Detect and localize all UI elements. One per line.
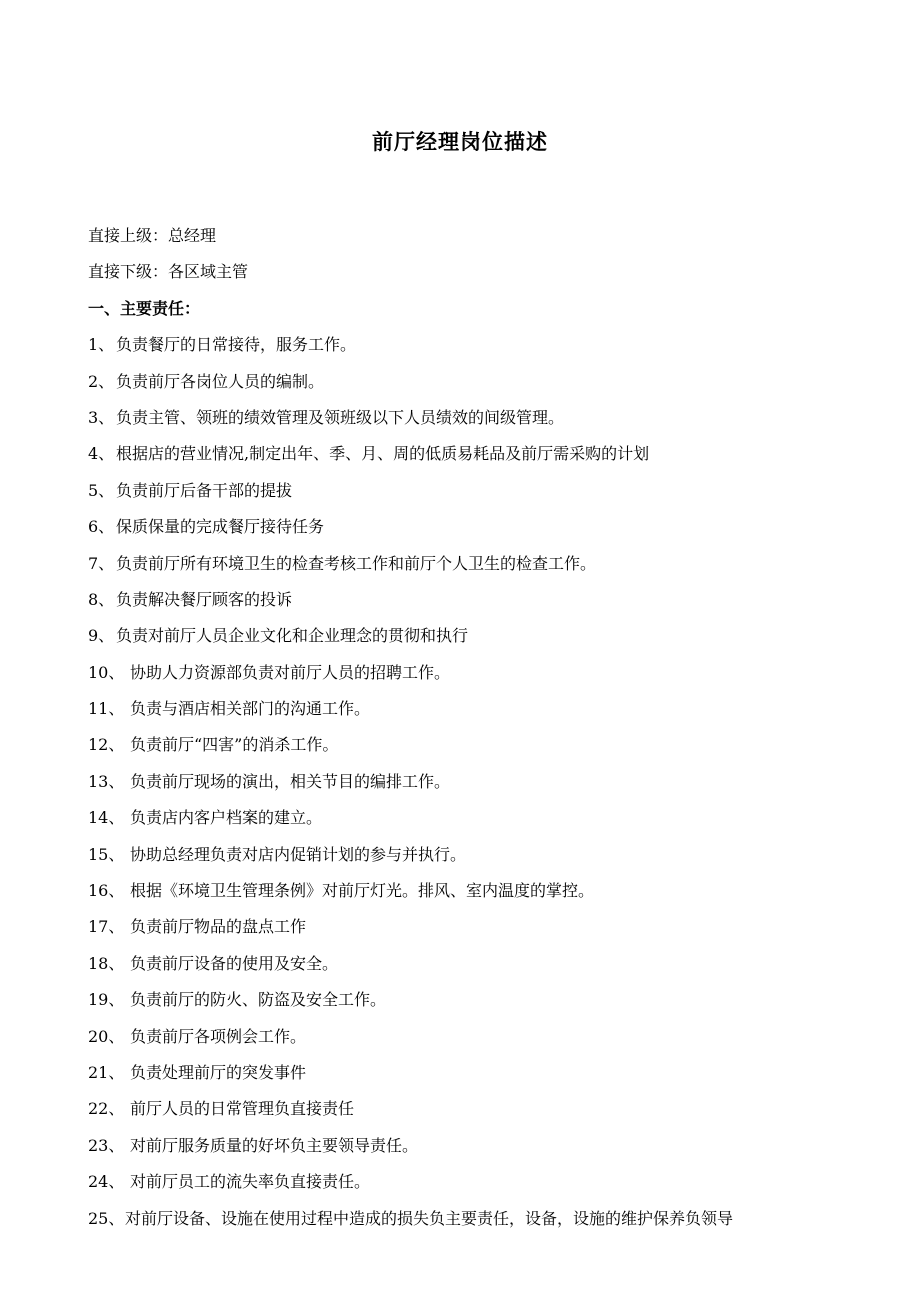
duty-number: 25、 (88, 1208, 125, 1228)
duty-number: 9、 (88, 626, 115, 646)
duty-text: 负责前厅后备干部的提拔 (116, 480, 293, 500)
duty-item (88, 400, 868, 436)
duty-item (88, 1091, 868, 1127)
duty-item (88, 509, 868, 545)
duty-item (88, 909, 868, 945)
duty-item (88, 582, 868, 618)
duty-number: 5、 (88, 480, 115, 500)
duty-number: 8、 (88, 589, 115, 609)
duty-number: 14、 (88, 808, 125, 828)
duty-item (88, 1019, 868, 1055)
document-body (88, 218, 868, 1237)
duty-text: 负责与酒店相关部门的沟通工作。 (130, 699, 371, 719)
duty-number: 12、 (88, 735, 125, 755)
duty-number: 6、 (88, 517, 115, 537)
duty-text: 根据店的营业情况,制定出年、季、月、周的低质易耗品及前厅需采购的计划 (116, 444, 650, 464)
duty-item (88, 837, 868, 873)
duty-text: 负责前厅的防火、防盗及安全工作。 (130, 990, 387, 1010)
duty-number: 10、 (88, 662, 125, 682)
duty-text: 负责店内客户档案的建立。 (130, 808, 323, 828)
duty-item (88, 800, 868, 836)
duty-number: 21、 (88, 1062, 125, 1082)
duty-item (88, 727, 868, 763)
duty-number: 1、 (88, 335, 115, 355)
duty-text: 保质保量的完成餐厅接待任务 (116, 517, 325, 537)
duty-item (88, 364, 868, 400)
duty-item (88, 982, 868, 1018)
duty-number: 19、 (88, 990, 125, 1010)
duty-number: 7、 (88, 553, 115, 573)
duty-number: 13、 (88, 771, 125, 791)
duty-item (88, 1201, 868, 1237)
duty-item (88, 473, 868, 509)
duty-item (88, 764, 868, 800)
section-heading: 一、主要责任： (88, 298, 201, 318)
duty-text: 负责前厅设备的使用及安全。 (130, 953, 339, 973)
duty-item (88, 436, 868, 472)
duty-text: 负责餐厅的日常接待，服务工作。 (116, 335, 357, 355)
duty-number: 16、 (88, 881, 125, 901)
duty-text: 负责前厅各岗位人员的编制。 (116, 371, 325, 391)
duty-number: 24、 (88, 1172, 125, 1192)
duty-item (88, 946, 868, 982)
duty-text: 协助人力资源部负责对前厅人员的招聘工作。 (130, 662, 451, 682)
duty-item (88, 327, 868, 363)
duty-item (88, 655, 868, 691)
document-title: 前厅经理岗位描述 (372, 129, 548, 154)
duty-text: 负责前厅各项例会工作。 (130, 1026, 307, 1046)
duty-text: 协助总经理负责对店内促销计划的参与并执行。 (130, 844, 467, 864)
duty-item (88, 691, 868, 727)
duty-text: 根据《环境卫生管理条例》对前厅灯光。排风、室内温度的掌控。 (130, 881, 595, 901)
duty-text: 负责主管、领班的绩效管理及领班级以下人员绩效的间级管理。 (116, 407, 565, 427)
duty-number: 22、 (88, 1099, 125, 1119)
duty-item (88, 1055, 868, 1091)
direct-superior: 直接上级：总经理 (88, 226, 217, 245)
duty-number: 2、 (88, 371, 115, 391)
duty-text: 对前厅服务质量的好坏负主要领导责任。 (130, 1135, 419, 1155)
duty-text: 对前厅设备、设施在使用过程中造成的损失负主要责任，设备，设施的维护保养负领导 (125, 1208, 734, 1228)
duty-item (88, 1164, 868, 1200)
duty-number: 23、 (88, 1135, 125, 1155)
duty-number: 20、 (88, 1026, 125, 1046)
duty-item (88, 1128, 868, 1164)
duty-number: 11、 (88, 699, 125, 719)
duty-item (88, 618, 868, 654)
duty-text: 前厅人员的日常管理负直接责任 (130, 1099, 355, 1119)
duty-text: 负责处理前厅的突发事件 (130, 1062, 307, 1082)
duty-text: 负责前厅物品的盘点工作 (130, 917, 307, 937)
direct-subordinate: 直接下级：各区域主管 (88, 262, 249, 282)
duty-number: 17、 (88, 917, 125, 937)
duty-number: 18、 (88, 953, 125, 973)
duty-item (88, 873, 868, 909)
duty-text: 对前厅员工的流失率负直接责任。 (130, 1172, 371, 1192)
duty-text: 负责前厅“四害”的消杀工作。 (130, 735, 339, 755)
duty-text: 负责对前厅人员企业文化和企业理念的贯彻和执行 (116, 626, 469, 646)
duty-text: 负责前厅现场的演出，相关节目的编排工作。 (130, 771, 451, 791)
duty-number: 3、 (88, 407, 115, 427)
duty-number: 4、 (88, 444, 115, 464)
duty-item (88, 546, 868, 582)
duty-number: 15、 (88, 844, 125, 864)
duty-text: 负责前厅所有环境卫生的检查考核工作和前厅个人卫生的检查工作。 (116, 553, 597, 573)
duty-text: 负责解决餐厅顾客的投诉 (116, 589, 293, 609)
